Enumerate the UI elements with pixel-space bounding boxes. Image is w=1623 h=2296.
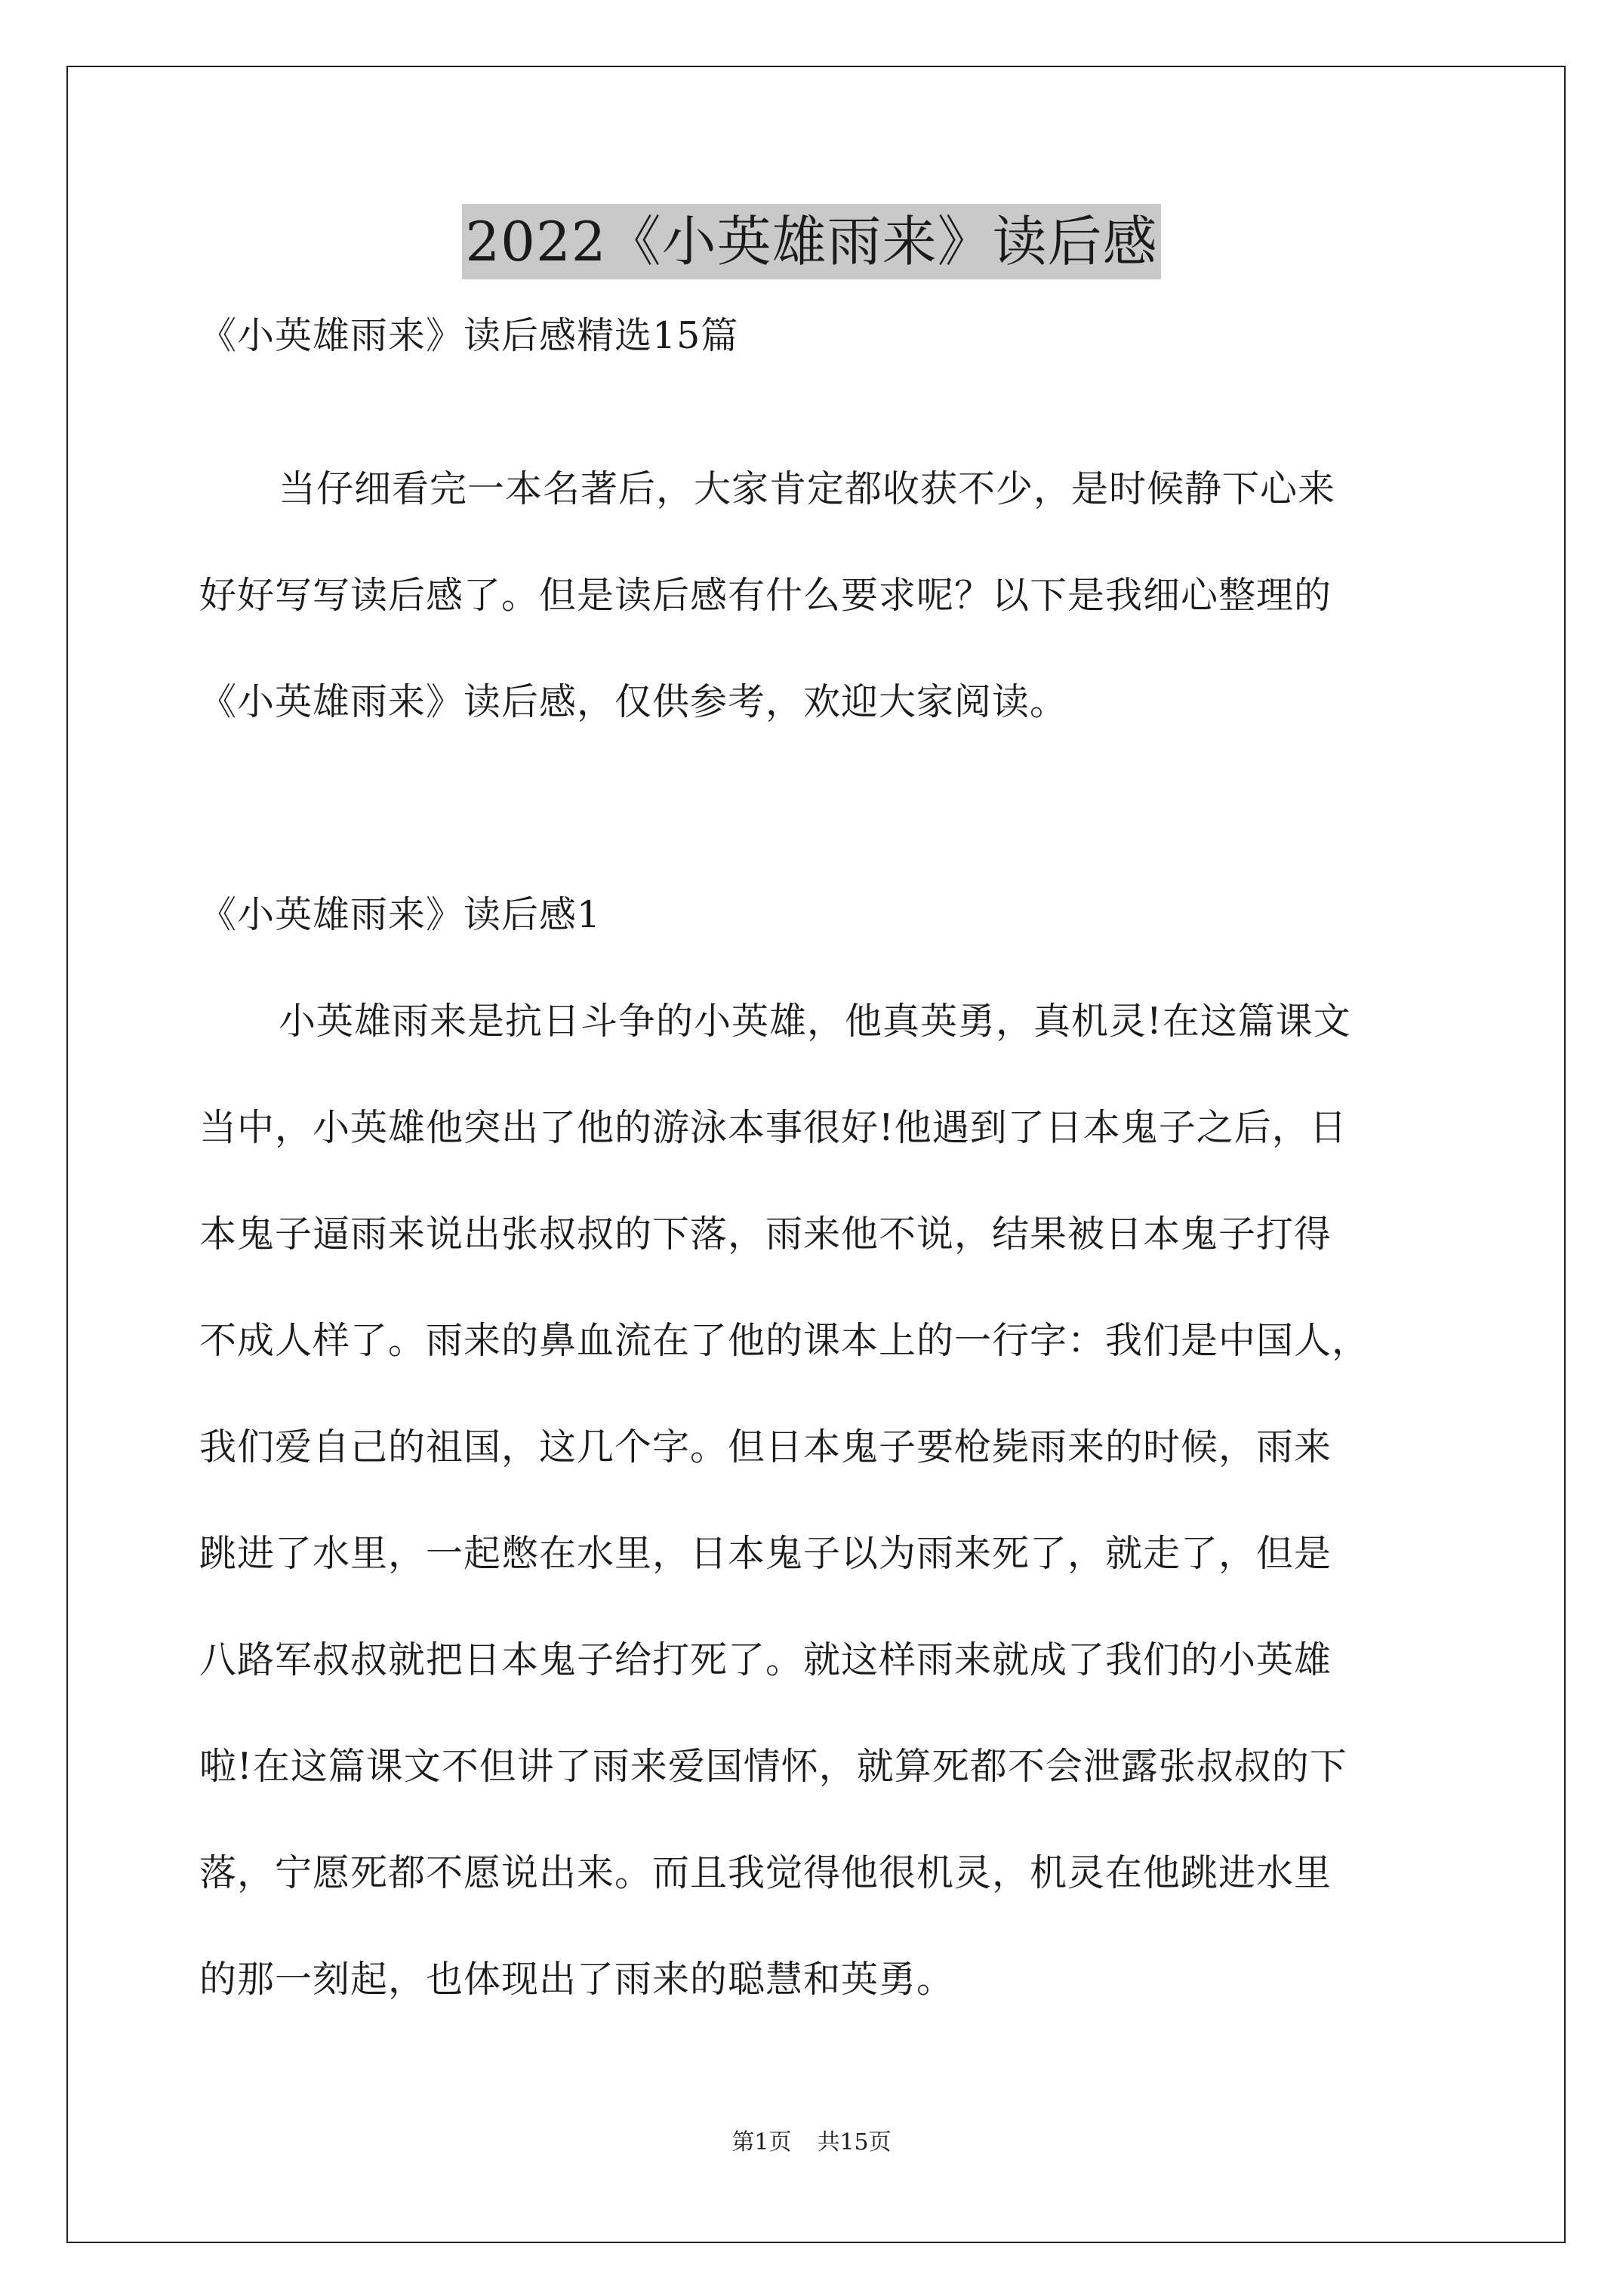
page-border [66,66,1566,2243]
page-footer [0,2128,1623,2158]
section-line: 的那一刻起，也体现出了雨来的聪慧和英勇。 [199,1958,955,2001]
section-line: 啦!在这篇课文不但讲了雨来爱国情怀，就算死都不会泄露张叔叔的下 [199,1745,1347,1788]
section-line: 本鬼子逼雨来说出张叔叔的下落，雨来他不说，结果被日本鬼子打得 [199,1213,1332,1256]
title-container [0,204,1623,279]
intro-line: 好好写写读后感了。但是读后感有什么要求呢？以下是我细心整理的 [199,574,1332,617]
intro-line: 当仔细看完一本名著后，大家肯定都收获不少，是时候静下心来 [279,467,1336,510]
page-title: 2022《小英雄雨来》读后感 [462,204,1160,279]
intro-line: 《小英雄雨来》读后感，仅供参考，欢迎大家阅读。 [199,680,1068,723]
page-total: 共15页 [817,2129,892,2156]
section-heading: 《小英雄雨来》读后感1 [199,893,602,936]
section-line: 落，宁愿死都不愿说出来。而且我觉得他很机灵，机灵在他跳进水里 [199,1851,1332,1894]
subtitle: 《小英雄雨来》读后感精选15篇 [199,314,739,357]
section-line: 跳进了水里，一起憋在水里，日本鬼子以为雨来死了，就走了，但是 [199,1532,1332,1575]
section-line: 小英雄雨来是抗日斗争的小英雄，他真英勇，真机灵!在这篇课文 [279,1000,1351,1043]
section-line: 当中，小英雄他突出了他的游泳本事很好!他遇到了日本鬼子之后，日 [199,1106,1347,1149]
section-line: 八路军叔叔就把日本鬼子给打死了。就这样雨来就成了我们的小英雄 [199,1638,1332,1681]
section-line: 不成人样了。雨来的鼻血流在了他的课本上的一行字：我们是中国人， [199,1319,1370,1362]
page-number: 第1页 [731,2129,792,2156]
section-line: 我们爱自己的祖国，这几个字。但日本鬼子要枪毙雨来的时候，雨来 [199,1425,1332,1469]
